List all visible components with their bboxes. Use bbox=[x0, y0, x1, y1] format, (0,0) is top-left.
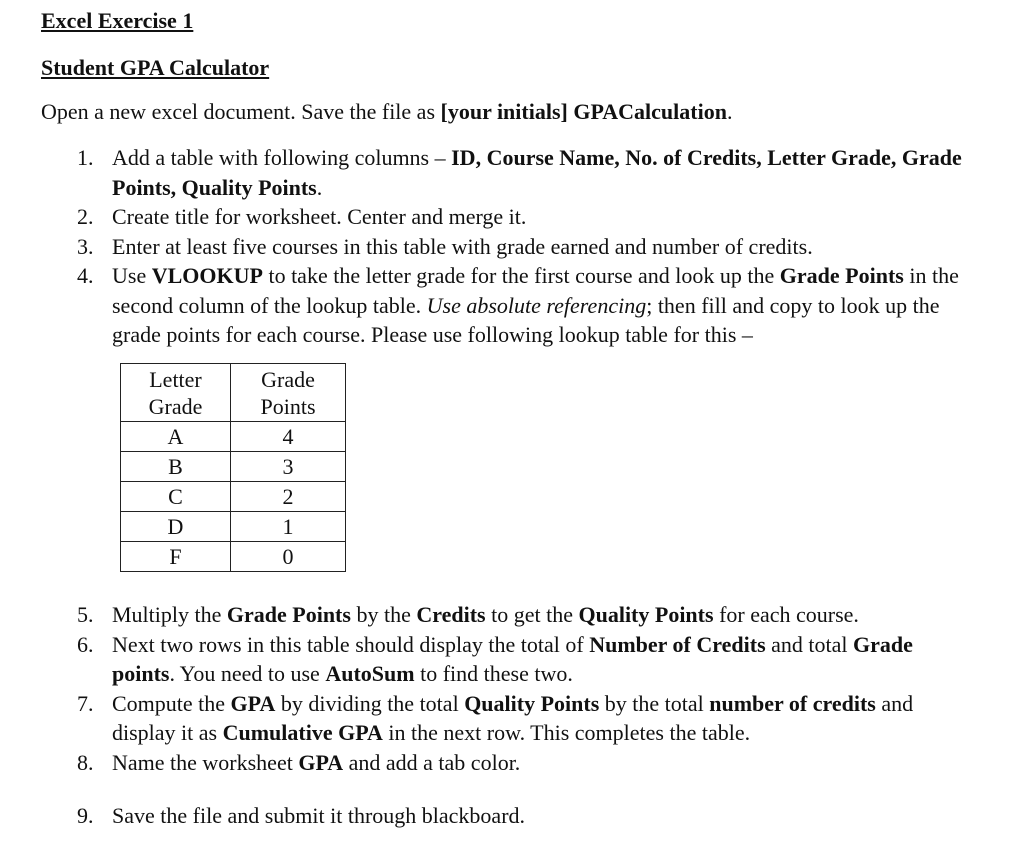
step-5 bbox=[0, 600, 972, 630]
step-text: . You need to use bbox=[169, 661, 326, 686]
letter-grade-cell: D bbox=[121, 512, 231, 542]
grade-lookup-table bbox=[120, 363, 346, 572]
step-number: 6. bbox=[77, 631, 94, 657]
step-text: by dividing the total bbox=[275, 690, 465, 716]
step-text: ; then fill and copy to look up the grade points for each course. Please use following lookup table for this – bbox=[112, 292, 940, 347]
step-text: Use bbox=[112, 263, 152, 288]
step-keyword: VLOOKUP bbox=[151, 263, 263, 288]
step-6 bbox=[0, 630, 972, 689]
step-text: Add a table with following columns – bbox=[112, 145, 452, 170]
step-text: . bbox=[316, 174, 323, 200]
intro-filename: [your initials] GPACalculation bbox=[440, 99, 727, 124]
exercise-title: Excel Exercise 1 bbox=[41, 8, 194, 33]
step-keyword: GPA bbox=[298, 749, 344, 775]
step-keyword: Grade points bbox=[112, 631, 913, 686]
step-text: to take the letter grade for the first course and look up the bbox=[262, 263, 780, 288]
grade-points-cell: 0 bbox=[231, 542, 346, 572]
step-text: and display it as bbox=[112, 690, 914, 745]
step-keyword: GPA bbox=[230, 690, 276, 716]
header-grade-points bbox=[231, 364, 346, 422]
step-text: Save the file and submit it through blackboard. bbox=[112, 803, 526, 828]
intro-text: Open a new excel document. Save the file as bbox=[41, 99, 441, 124]
step-keyword: AutoSum bbox=[325, 661, 415, 686]
step-9 bbox=[0, 801, 972, 831]
lookup-row bbox=[121, 482, 346, 512]
header-line: Grade bbox=[261, 366, 315, 392]
step-number: 3. bbox=[77, 233, 94, 259]
step-keyword: number of credits bbox=[709, 690, 876, 716]
step-text: Enter at least five courses in this table with grade earned and number of credits. bbox=[112, 233, 813, 259]
step-text: by the bbox=[350, 602, 417, 627]
steps-list-part-1 bbox=[0, 143, 972, 350]
step-text: and add a tab color. bbox=[343, 749, 521, 775]
header-letter-grade bbox=[121, 364, 231, 422]
step-3 bbox=[0, 232, 972, 262]
intro-paragraph bbox=[41, 97, 732, 127]
grade-points-cell: 4 bbox=[231, 422, 346, 452]
step-number: 1. bbox=[77, 145, 94, 170]
step-number: 8. bbox=[77, 749, 94, 775]
step-text: Create title for worksheet. Center and merge it. bbox=[112, 204, 527, 229]
step-text: in the next row. This completes the table. bbox=[382, 720, 751, 745]
header-line: Grade bbox=[148, 393, 203, 419]
lookup-row bbox=[121, 512, 346, 542]
step-text: Next two rows in this table should display the total of bbox=[112, 631, 590, 657]
step-7 bbox=[0, 689, 972, 748]
steps-list-part-3 bbox=[0, 801, 972, 831]
step-keyword: Cumulative GPA bbox=[222, 720, 383, 745]
step-column-names: ID, Course Name, No. of Credits, Letter Grade, Grade Points, Quality Points bbox=[112, 145, 962, 200]
letter-grade-cell: F bbox=[121, 542, 231, 572]
step-text: in the second column of the lookup table. bbox=[112, 263, 959, 318]
step-2 bbox=[0, 202, 972, 232]
step-text: for each course. bbox=[713, 602, 859, 627]
step-text: Compute the bbox=[112, 690, 231, 716]
letter-grade-cell: B bbox=[121, 452, 231, 482]
step-keyword: Quality Points bbox=[464, 690, 600, 716]
step-number: 2. bbox=[77, 204, 94, 229]
step-keyword: Number of Credits bbox=[589, 631, 766, 657]
grade-points-cell: 1 bbox=[231, 512, 346, 542]
letter-grade-cell: C bbox=[121, 482, 231, 512]
step-keyword: Credits bbox=[416, 602, 486, 627]
step-text: Multiply the bbox=[112, 602, 227, 627]
lookup-row bbox=[121, 542, 346, 572]
grade-points-cell: 2 bbox=[231, 482, 346, 512]
step-number: 9. bbox=[77, 803, 94, 828]
grade-points-cell: 3 bbox=[231, 452, 346, 482]
step-4 bbox=[0, 261, 972, 350]
step-emphasis: Use absolute referencing bbox=[426, 292, 647, 318]
step-1 bbox=[0, 143, 972, 202]
step-keyword: Grade Points bbox=[779, 263, 904, 288]
header-line: Points bbox=[260, 393, 316, 419]
lookup-header-row bbox=[121, 364, 346, 422]
step-text: Name the worksheet bbox=[112, 749, 299, 775]
intro-period: . bbox=[726, 99, 733, 124]
lookup-row bbox=[121, 452, 346, 482]
lookup-row bbox=[121, 422, 346, 452]
exercise-subtitle: Student GPA Calculator bbox=[41, 55, 270, 80]
step-number: 5. bbox=[77, 602, 94, 627]
letter-grade-cell: A bbox=[121, 422, 231, 452]
step-keyword: Grade Points bbox=[226, 602, 351, 627]
step-text: to find these two. bbox=[414, 661, 573, 686]
steps-list-part-2 bbox=[0, 600, 972, 777]
step-keyword: Quality Points bbox=[578, 602, 714, 627]
header-line: Letter bbox=[149, 366, 202, 392]
step-number: 7. bbox=[77, 690, 94, 716]
step-8 bbox=[0, 748, 972, 778]
step-text: and total bbox=[765, 631, 854, 657]
step-text: by the total bbox=[599, 690, 710, 716]
step-number: 4. bbox=[77, 263, 94, 288]
step-text: to get the bbox=[485, 602, 579, 627]
